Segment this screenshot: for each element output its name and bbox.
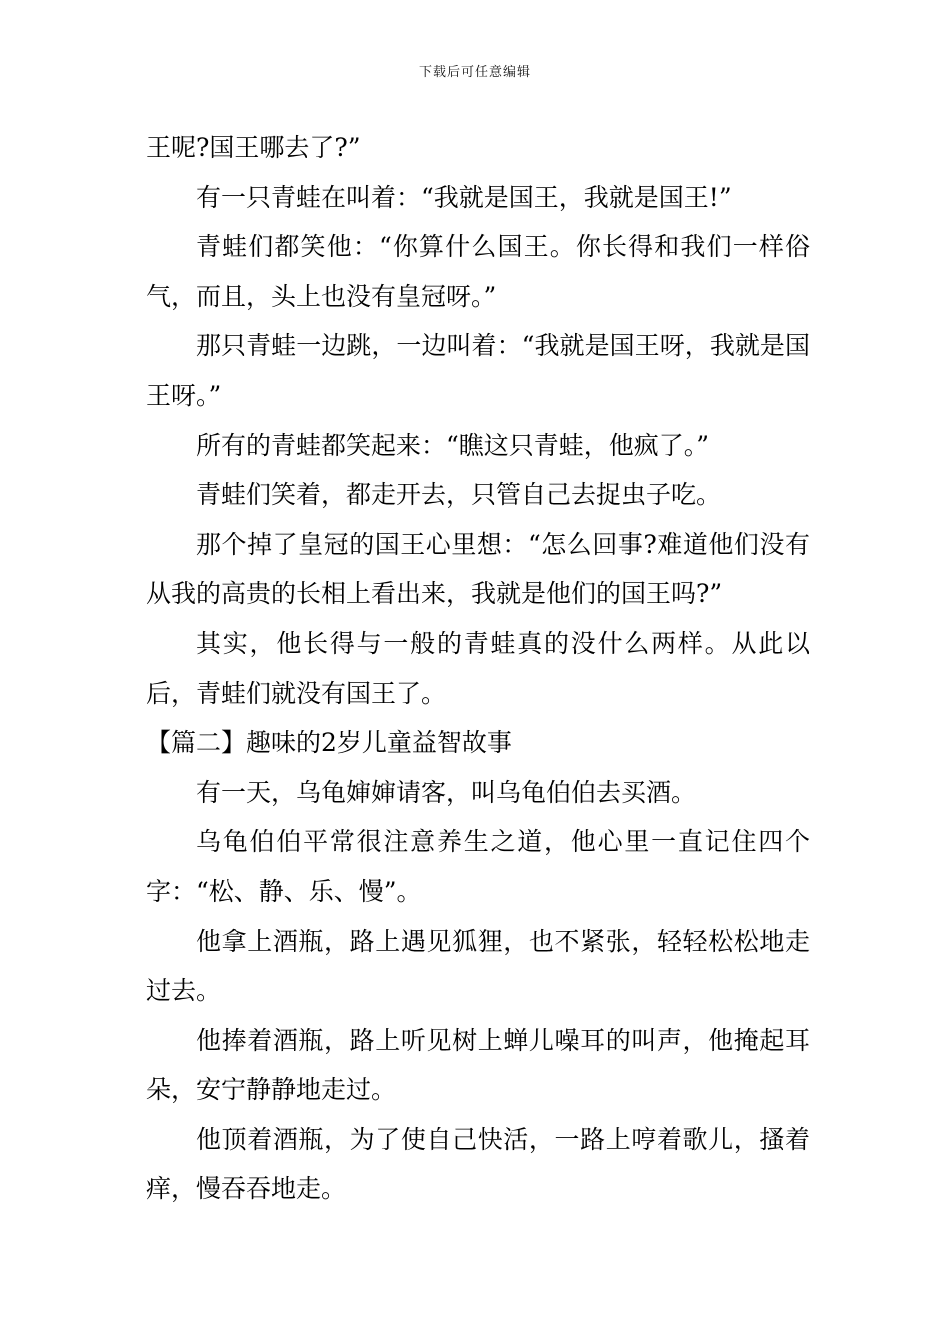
paragraph: 他顶着酒瓶，为了使自己快活，一路上哼着歌儿，搔着痒，慢吞吞地走。 [146,1124,810,1204]
paragraph: 乌龟伯伯平常很注意养生之道，他心里一直记住四个字：“松、静、乐、慢”。 [146,827,810,906]
paragraph: 其实，他长得与一般的青蛙真的没什么两样。从此以后，青蛙们就没有国王了。 [146,628,810,708]
paragraph: 青蛙们笑着，都走开去，只管自己去捉虫子吃。 [196,480,722,510]
paragraph: 有一只青蛙在叫着：“我就是国王，我就是国王!” [196,182,732,212]
document-body [146,123,810,1214]
paragraph: 他捧着酒瓶，路上听见树上蝉儿噪耳的叫声，他掩起耳朵，安宁静静地走过。 [146,1025,810,1105]
paragraph: 有一天，乌龟婶婶请客，叫乌龟伯伯去买酒。 [196,777,697,807]
paragraph: 青蛙们都笑他：“你算什么国王。你长得和我们一样俗气，而且，头上也没有皇冠呀。” [146,232,810,311]
paragraph: 他拿上酒瓶，路上遇见狐狸，也不紧张，轻轻松松地走过去。 [146,926,810,1006]
section-heading: 【篇二】趣味的2岁儿童益智故事 [146,728,512,758]
paragraph: 那个掉了皇冠的国王心里想：“怎么回事?难道他们没有从我的高贵的长相上看出来，我就是他们的国王吗?” [146,529,810,609]
paragraph-continued: 王呢?国王哪去了?” [146,133,361,162]
paragraph: 那只青蛙一边跳，一边叫着：“我就是国王呀，我就是国王呀。” [146,331,810,410]
paragraph: 所有的青蛙都笑起来：“瞧这只青蛙，他疯了。” [196,430,710,460]
page-header: 下载后可任意编辑 [418,65,531,80]
